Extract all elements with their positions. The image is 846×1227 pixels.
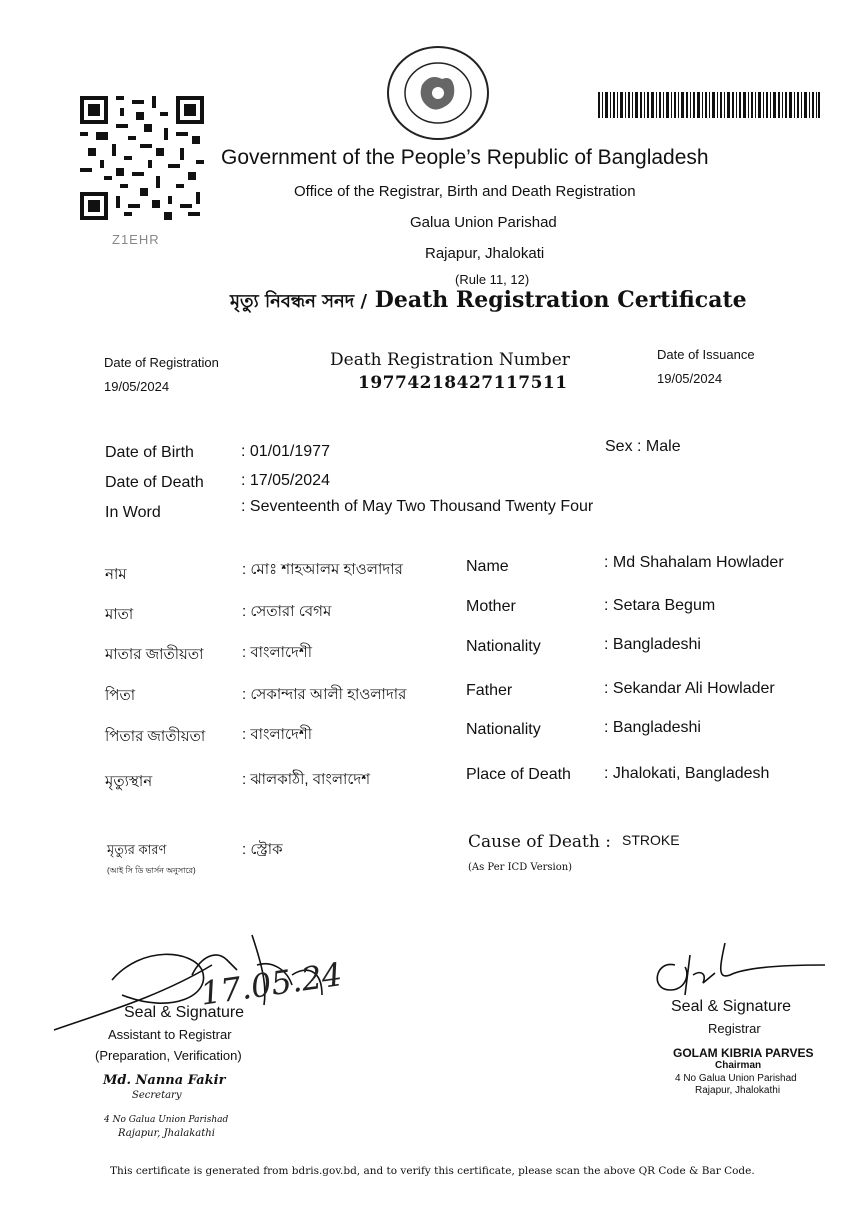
in-word-label: In Word: [105, 504, 161, 521]
sex-value: Sex : Male: [605, 438, 681, 455]
qr-code: [80, 96, 204, 220]
dod-label: Date of Death: [105, 474, 204, 491]
father-bn-value: : সেকান্দার আলী হাওলাদার: [242, 686, 407, 703]
mother-bn-value: : সেতারা বেগম: [242, 603, 332, 620]
mother-nationality-bn-label: মাতার জাতীয়তা: [105, 646, 204, 663]
government-seal: [386, 45, 490, 141]
assistant-registrar-label: Assistant to Registrar: [108, 1027, 232, 1042]
mother-bn-label: মাতা: [105, 606, 134, 623]
name-bn-value: : মোঃ শাহআলম হাওলাদার: [242, 561, 403, 578]
death-place-bn-label: মৃত্যুস্থান: [105, 773, 153, 790]
dob-value: : 01/01/1977: [241, 443, 330, 460]
qr-code-text: Z1EHR: [112, 232, 160, 247]
father-nationality-en-label: Nationality: [466, 721, 541, 738]
name-en-label: Name: [466, 558, 509, 575]
union-name: Galua Union Parishad: [410, 214, 557, 231]
certificate-title: [230, 287, 747, 318]
right-seal-signature-label: Seal & Signature: [671, 998, 792, 1015]
mother-nationality-en-label: Nationality: [466, 638, 541, 655]
right-stamp-name: GOLAM KIBRIA PARVES: [673, 1046, 814, 1060]
name-en-value: : Md Shahalam Howlader: [604, 554, 784, 571]
right-stamp-location: Rajapur, Jhalokathi: [695, 1085, 781, 1096]
father-nationality-bn-value: : বাংলাদেশী: [242, 726, 313, 743]
issuance-date: 19/05/2024: [657, 371, 723, 386]
in-word-value: : Seventeenth of May Two Thousand Twenty Four: [241, 498, 594, 515]
left-stamp-union: 4 No Galua Union Parishad: [104, 1115, 229, 1125]
cause-bn-value: : স্ট্রোক: [242, 841, 283, 858]
left-seal-signature-label: Seal & Signature: [124, 1004, 245, 1021]
footer-note: This certificate is generated from bdris.gov.bd, and to verify this certificate, please scan the above QR Code & Bar Code.: [110, 1165, 755, 1177]
death-place-bn-value: : ঝালকাঠী, বাংলাদেশ: [242, 771, 371, 788]
father-en-label: Father: [466, 682, 513, 699]
office-title: Office of the Registrar, Birth and Death Registration: [294, 183, 636, 200]
registration-date-label: Date of Registration: [104, 355, 219, 370]
government-title: Government of the People’s Republic of Bangladesh: [221, 146, 709, 169]
right-stamp-union: 4 No Galua Union Parishad: [675, 1073, 797, 1084]
barcode: [598, 92, 820, 118]
left-stamp-location: Rajapur, Jhalakathi: [118, 1128, 215, 1139]
issuance-date-label: Date of Issuance: [657, 347, 755, 362]
father-nationality-bn-label: পিতার জাতীয়তা: [105, 728, 206, 745]
death-place-en-label: Place of Death: [466, 766, 571, 783]
father-nationality-en-value: : Bangladeshi: [604, 719, 701, 736]
cause-en-note: (As Per ICD Version): [468, 862, 573, 873]
right-stamp-title: Chairman: [715, 1060, 762, 1071]
registration-date: 19/05/2024: [104, 379, 170, 394]
cause-bn-note: (আই সি ডি ভার্সন অনুসারে): [107, 866, 196, 875]
mother-en-label: Mother: [466, 598, 516, 615]
name-bn-label: নাম: [105, 566, 127, 583]
registrar-signature: [645, 935, 830, 1005]
left-stamp-title: Secretary: [132, 1090, 182, 1101]
certificate-title-bn: মৃত্যু নিবন্ধন সনদ /: [230, 291, 368, 312]
certificate-title-en: Death Registration Certificate: [374, 287, 747, 313]
registration-number-label: Death Registration Number: [330, 350, 570, 370]
location-name: Rajapur, Jhalokati: [425, 245, 545, 262]
mother-nationality-bn-value: : বাংলাদেশী: [242, 644, 313, 661]
mother-nationality-en-value: : Bangladeshi: [604, 636, 701, 653]
father-bn-label: পিতা: [105, 687, 136, 704]
cause-bn-label: মৃত্যুর কারণ: [107, 842, 167, 857]
cause-en-value: STROKE: [622, 832, 680, 848]
father-en-value: : Sekandar Ali Howlader: [604, 680, 775, 697]
dob-label: Date of Birth: [105, 444, 194, 461]
left-stamp-name: Md. Nanna Fakir: [103, 1073, 226, 1088]
mother-en-value: : Setara Begum: [604, 597, 716, 614]
death-place-en-value: : Jhalokati, Bangladesh: [604, 765, 770, 782]
assistant-registrar-duty: (Preparation, Verification): [95, 1048, 242, 1063]
dod-value: : 17/05/2024: [241, 472, 330, 489]
registration-number: 19774218427117511: [358, 373, 568, 393]
signature-date-handwriting: 17.05.24: [198, 955, 345, 1013]
rule-reference: (Rule 11, 12): [455, 272, 530, 287]
registrar-label: Registrar: [708, 1021, 761, 1036]
cause-en-label: Cause of Death :: [468, 832, 611, 852]
